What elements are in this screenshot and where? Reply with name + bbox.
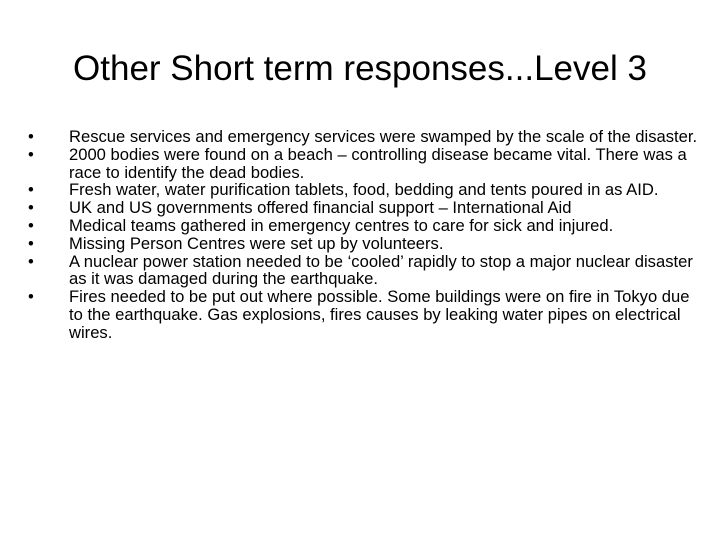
slide-title: Other Short term responses...Level 3 — [73, 49, 647, 88]
bullet-item-financial-support — [28, 199, 704, 217]
bullet-item-fresh-water — [28, 181, 704, 199]
bullet-text: Rescue services and emergency services were swamped by the scale of the disaster. — [69, 127, 698, 146]
bullet-text: UK and US governments offered financial support – International Aid — [69, 198, 572, 218]
bullet-text: Fresh water, water purification tablets, food, bedding and tents poured in as AID. — [69, 180, 659, 200]
bullet-list — [28, 128, 704, 342]
bullet-icon: • — [28, 198, 34, 218]
bullet-icon: • — [28, 144, 34, 164]
bullet-text: 2000 bodies were found on a beach – controlling disease became vital. There was a race to identify the dead bodies. — [69, 144, 687, 182]
bullet-icon: • — [28, 287, 34, 307]
bullet-item-missing-person — [28, 235, 704, 253]
bullet-text: Fires needed to be put out where possible. Some buildings were on fire in Tokyo due to the earthquake. Gas explosions, fires causes by leaking water pipes on electrical wires. — [69, 287, 690, 342]
bullet-text: Missing Person Centres were set up by volunteers. — [69, 233, 444, 253]
bullet-item-fires — [28, 288, 704, 341]
bullet-icon: • — [28, 127, 34, 146]
bullet-icon: • — [28, 180, 34, 200]
bullet-text: A nuclear power station needed to be ‘cooled’ rapidly to stop a major nuclear disaster as it was damaged during the earthquake. — [69, 251, 693, 289]
bullet-item-rescue-services — [28, 128, 704, 146]
bullet-item-medical-teams — [28, 217, 704, 235]
bullet-item-bodies — [28, 146, 704, 182]
bullet-text: Medical teams gathered in emergency centres to care for sick and injured. — [69, 215, 614, 235]
bullet-icon: • — [28, 233, 34, 253]
bullet-item-nuclear-power — [28, 253, 704, 289]
bullet-icon: • — [28, 215, 34, 235]
bullet-icon: • — [28, 251, 34, 271]
